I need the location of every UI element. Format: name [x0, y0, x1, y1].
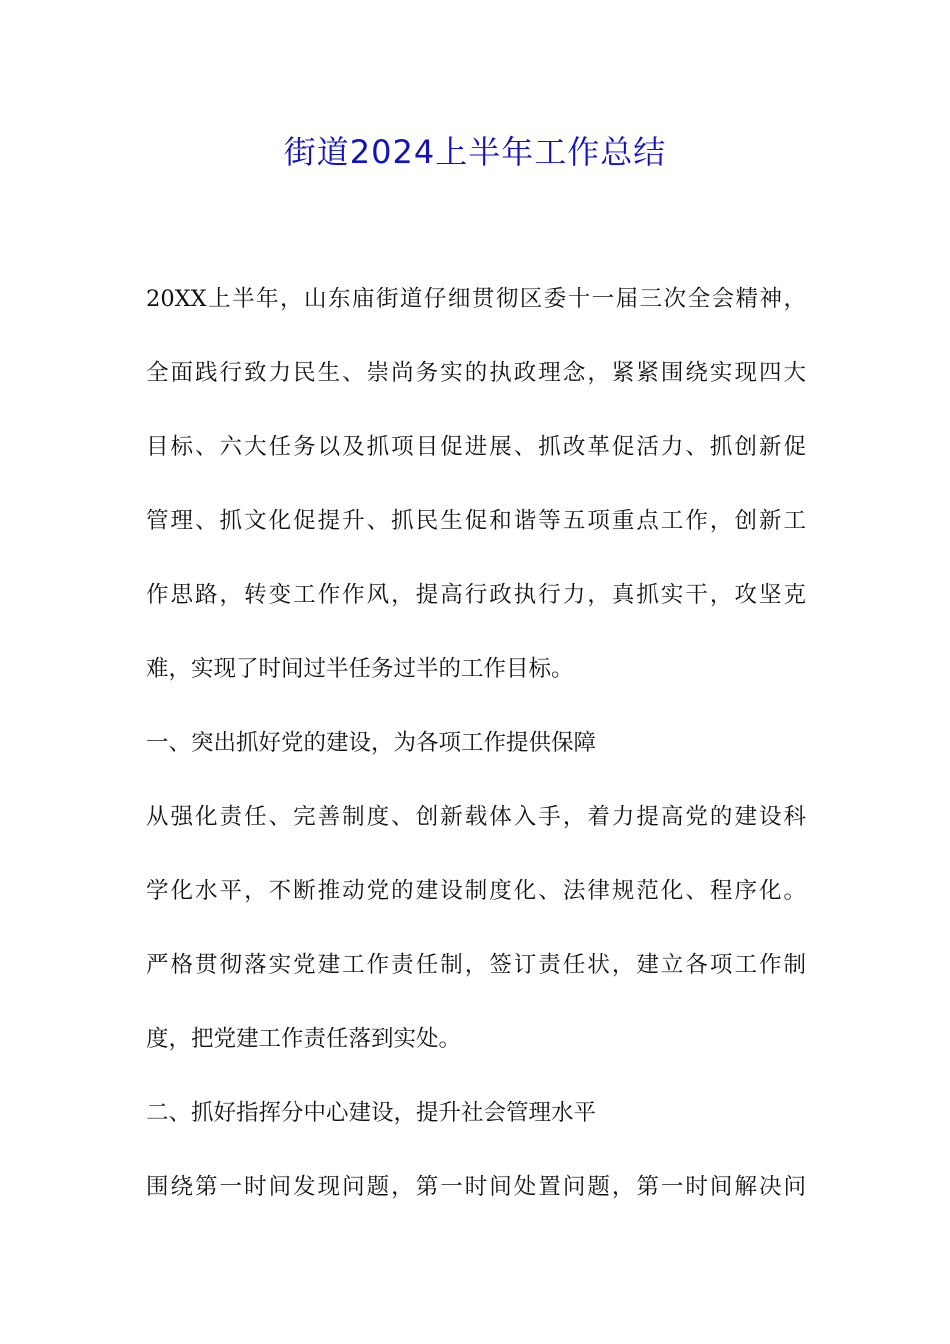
paragraph-line: 全面践行致力民生、崇尚务实的执政理念，紧紧围绕实现四大	[146, 360, 806, 386]
document-body	[146, 262, 806, 1224]
paragraph-line: 从强化责任、完善制度、创新载体入手，着力提高党的建设科	[146, 804, 806, 830]
paragraph-line: 管理、抓文化促提升、抓民生促和谐等五项重点工作，创新工	[146, 508, 806, 534]
document-title: 街道2024上半年工作总结	[283, 133, 667, 171]
paragraph-line: 20XX上半年，山东庙街道仔细贯彻区委十一届三次全会精神，	[146, 286, 806, 312]
paragraph-line: 作思路，转变工作作风，提高行政执行力，真抓实干，攻坚克	[146, 582, 806, 608]
paragraph-line: 学化水平，不断推动党的建设制度化、法律规范化、程序化。	[146, 878, 806, 904]
paragraph-line: 围绕第一时间发现问题，第一时间处置问题，第一时间解决问	[146, 1174, 806, 1200]
section-heading: 二、抓好指挥分中心建设，提升社会管理水平	[146, 1100, 597, 1126]
paragraph-line: 目标、六大任务以及抓项目促进展、抓改革促活力、抓创新促	[146, 434, 806, 460]
paragraph-line: 难，实现了时间过半任务过半的工作目标。	[146, 656, 574, 682]
paragraph-line: 严格贯彻落实党建工作责任制，签订责任状，建立各项工作制	[146, 952, 806, 978]
section-heading: 一、突出抓好党的建设，为各项工作提供保障	[146, 730, 597, 756]
paragraph-line: 度，把党建工作责任落到实处。	[146, 1026, 462, 1052]
